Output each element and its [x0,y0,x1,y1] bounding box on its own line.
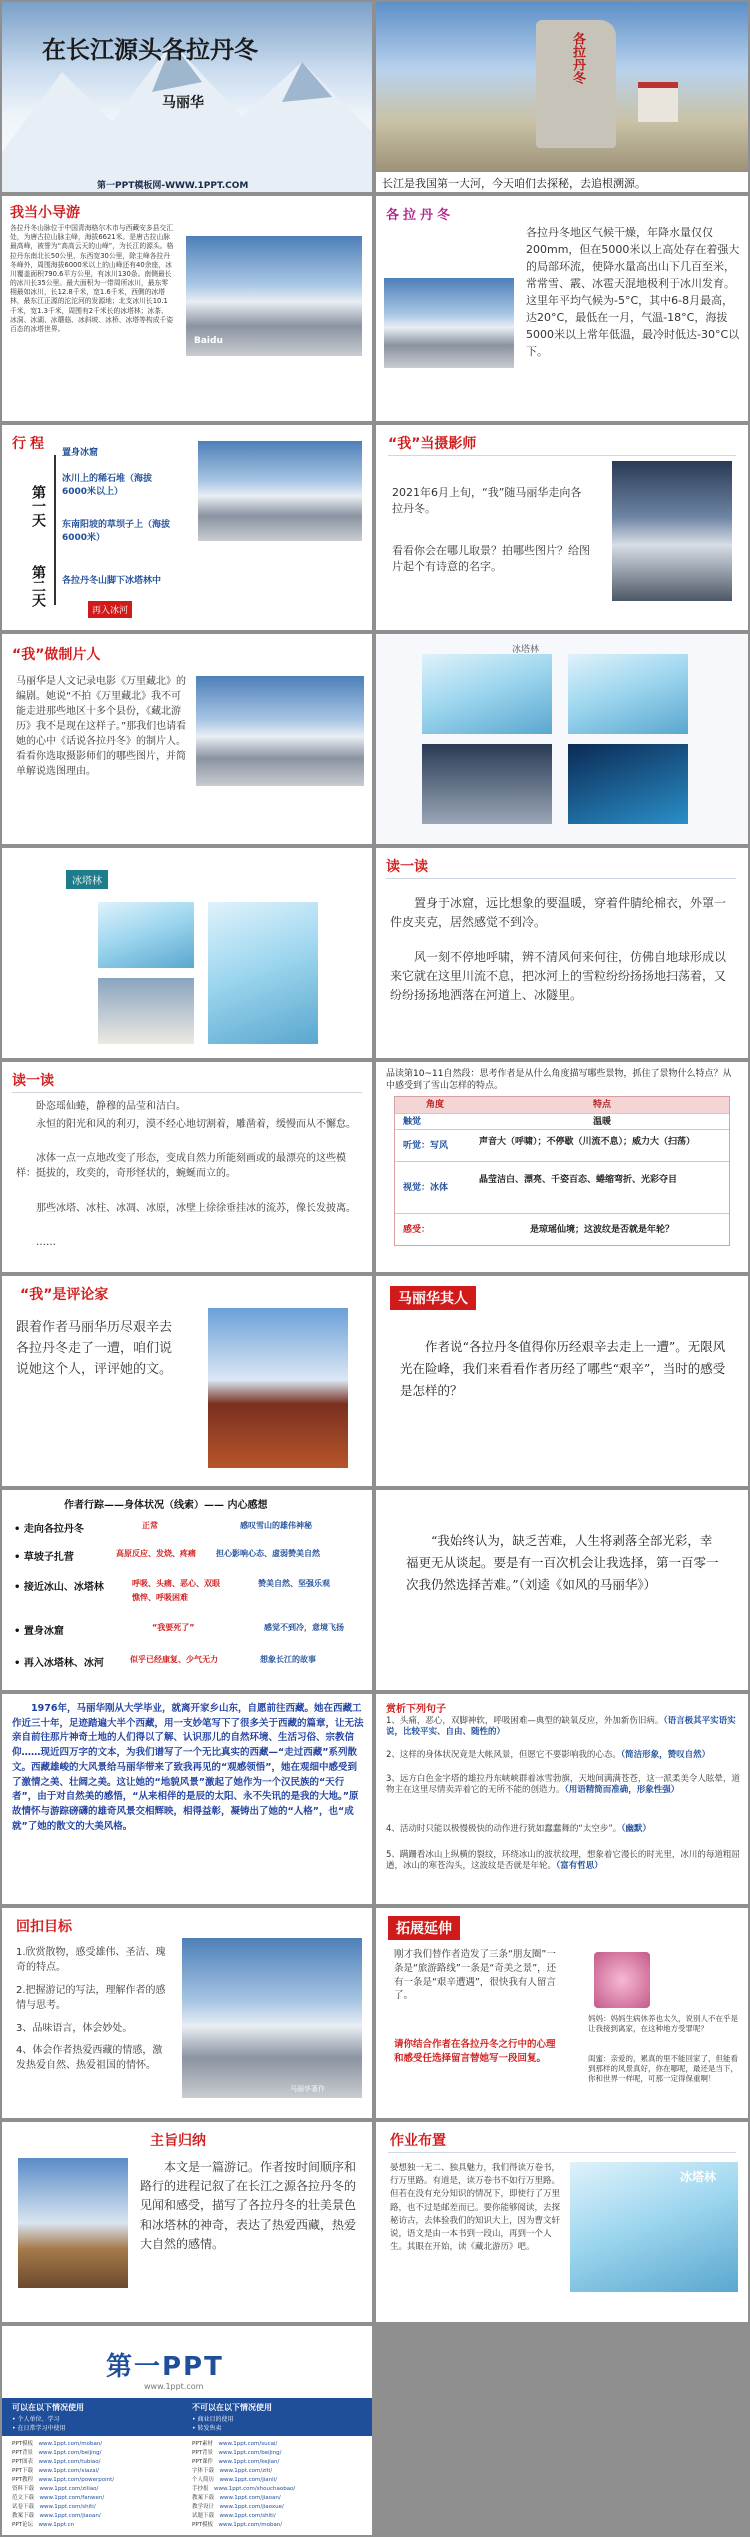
ad-right-item-1: • 商业目的使用 [192,2416,234,2423]
person-body: 作者说“各拉丹冬值得你历经艰辛去走上一遭”。无限风光在险峰，我们来看看作者历经了哪些“艰辛”，当时的感受是怎样的？ [400,1339,726,1398]
app-l5: 5、蹒跚看冰山上纵横的裂纹，环绕冰山的波状纹理，想象着它漫长的时光里，冰川的每道粗屈遒，冰山的寒苍沟头，这波纹是否就是年轮。（富有哲思） [386,1850,740,1872]
app-l3: 3、远方白色金字塔的雄拉丹东峡峡群着冰雪勃旗，天地间满满苍苍，这一派柔美令人眩晕，道物主在这里尽情卖弄着它的无所不能的创造力。（用语精简而准确，形象性强） [386,1774,740,1796]
hw-body: 晏想独一无二、独具魅力，我们得读万卷书，行万里路。有道是，读万卷书不如行万里路。但若在没有充分知识的情况下，即使行了万里路，也不过是邮差而已。要你能够阅读，去探秘访古，去体验我们的知识大上，因为曹文轩说，语文是由一本书到一段山，再到一个人生。其眼在开始，读《藏北游历》吧。 [390,2163,561,2253]
gld-body: 各拉丹冬地区气候干燥，年降水量仅仅200mm，但在5000米以上高处存在着强大的局部环流，使降水量高出山下几百至米，常常雪、霰、冰雹天混地极利于冰川发育。这里年平均气候为-5°C，其中6-8月最高，达20°C，最低在一月，气温-18°C，海拔 5000米以上常年低温，最冷时低达-30°C以下。 [526,226,740,359]
slide-itinerary[interactable] [2,425,372,630]
slide-homework[interactable] [376,2122,748,2322]
track-r2b: 高原反应、发烧、疼痛 [116,1549,196,1558]
slide-icegallery[interactable] [376,634,748,844]
slide-ad[interactable] [2,2326,372,2535]
itin-day2: 第二天 [30,565,46,607]
list-item[interactable]: 手抄报 www.1ppt.com/shouchaobao/ [192,2486,296,2492]
slide-goals[interactable] [2,1908,372,2118]
itin-item-2: 冰川上的稀石堆（海拔6000米以上） [62,474,153,497]
ext-title: 拓展延伸 [388,1916,460,1940]
critic-photo [208,1308,348,1468]
slide-read1[interactable] [376,848,748,1058]
list-item[interactable]: 教学设计 www.1ppt.com/jiaoxue/ [192,2504,284,2510]
itin-title: 行程 [12,436,48,452]
ad-links-left [12,2440,182,2530]
goal-1: 1.欣赏散物，感受雄伟、圣洁、瑰奇的特点。 [16,1947,166,1973]
ext-photo [594,1952,650,2008]
slide-icetower[interactable] [2,848,372,1058]
list-item[interactable]: PPT教程 www.1ppt.com/powerpoint/ [12,2477,115,2483]
track-r2c: 担心影响心态、虚弱赞美自然 [216,1549,320,1558]
prod-title: “我”做制片人 [12,647,101,663]
ad-band [2,2398,372,2436]
slide-bio[interactable] [2,1694,372,1904]
goals-photo [182,1938,362,2098]
list-item[interactable]: PPT模板 www.1ppt.com/moban/ [192,2522,283,2528]
read2-p2: 永恒的阳光和风的利刃，漠不经心地切割着，雕凿着，缓慢而从不懈怠。 [36,1119,356,1130]
slide-extend[interactable] [376,1908,748,2118]
app-l1: 1、头痛，恶心，双脚神软，呼吸困难—典型的缺氧反应，外加新伤旧病。（语言极其平实语实说，比较平实、自由、随性的） [386,1716,736,1738]
slide-appreciate[interactable] [376,1694,748,1904]
list-item[interactable]: 试题下载 www.1ppt.com/shiti/ [192,2513,276,2519]
slide-geladandong[interactable] [376,196,748,421]
cover-author: 马丽华 [162,95,204,111]
list-item[interactable]: 试卷下载 www.1ppt.com/shiti/ [12,2504,96,2510]
analysis-table [394,1096,730,1246]
track-r3b: 呼吸、头痛、恶心、双眼 [132,1579,220,1588]
ice-photo-2 [568,654,688,734]
track-r5b: 似乎已经康复、少气无力 [130,1655,218,1664]
guide-body: 各拉丹冬山脉位于中国青海格尔木市与西藏安多县交汇处，为唐古拉山脉主峰，海拔6621米。是唐古拉山脉最高峰，被誉为“高高云天的山峰”，为长江的源头。格拉丹东南北长50公里，东西宽30公里，除主峰各拉丹冬峰外，周围海拔6000米以上的山峰还有40余座，冰川覆盖面积790.6平方公里，有冰川130条。南侧最长的冰川长35公里。最大面积为一带周所冰川，最东零栩最如冰川，长12.8千米，宽1.6千米，西侧的冰塔林，最东江正源的沱沱河的发源地；北支冰川长10.1千米，宽1.3千米，周围有2千米长的冰塔林；冰茶、冰洞、冰湖、冰蘑菇、冰斜坡、冰桥、冰塔等构成千姿百态的冰塔世界。 [10,224,174,333]
goals-title: 回扣目标 [16,1919,72,1935]
slide-stone[interactable] [376,2,748,192]
list-item[interactable]: PPT论坛 www.1ppt.cn [12,2522,75,2528]
goal-2: 2.把握游记的写法，理解作者的感情与思考。 [16,1985,166,2011]
prod-body: 马丽华是人文记录电影《万里藏北》的编剧。她说“不拍《万里藏北》我不可能走进那些地区十多个县份，《藏北游历》我不是现在这样子。”那我们也请看她的心中《话说各拉丹冬》的制片人。看看你选取摄影师们的哪些图片，并简单解说选图理由。 [16,676,187,777]
itin-day1: 第一天 [30,485,46,527]
list-item[interactable]: 教案下载 www.1ppt.com/jiaoan/ [12,2513,101,2519]
icetower-photo-2 [98,978,194,1044]
slide-person[interactable] [376,1276,748,1486]
slide-track[interactable] [2,1490,372,1690]
read2-p3: 冰体一点一点地改变了形态，变成自然力所能刻画或的最漂亮的这些模样：挺拔的，玫奕的，奇形怪状的，蜿蜒而立的。 [16,1153,346,1179]
goals-photo-tag: 马丽华著作 [290,2085,325,2093]
table-h2: 特点 [592,1100,611,1110]
read1-title: 读一读 [386,859,428,875]
theme-photo [18,2158,128,2288]
track-r3: • 接近冰山、冰塔林 [14,1582,104,1593]
gld-title: 各拉丹冬 [386,208,455,223]
read2-p4: 那些冰塔、冰柱、冰凋、冰原，冰壁上徐徐垂挂冰的流苏，像长发披离。 [36,1203,356,1214]
track-r3d: 憔悴、呼吸困难 [132,1593,188,1602]
read1-p1: 置身于冰窟，远比想象的要温暖，穿着件腈纶棉衣，外罩一件皮夹克，居然感觉不到冷。 [390,896,727,930]
app-title: 赏析下列句子 [386,1704,446,1715]
icetower-tag: 冰塔林 [66,870,108,889]
itin-photo [198,441,362,541]
list-item[interactable]: PPT图表 www.1ppt.com/tubiao/ [12,2459,101,2465]
list-item[interactable]: PPT模板 www.1ppt.com/moban/ [12,2441,103,2447]
stone-house [638,82,678,122]
theme-title: 主旨归纳 [150,2133,206,2149]
read2-p5: …… [36,1237,56,1248]
itin-item-1: 置身冰窟 [62,448,99,458]
list-item[interactable]: 个人简历 www.1ppt.com/jianli/ [192,2477,278,2483]
track-r4b: “我要死了” [152,1623,195,1632]
slide-quote[interactable] [376,1490,748,1690]
goal-3: 3、品味语言，体会妙处。 [16,2023,133,2034]
ice-photo-1 [422,654,552,734]
ad-links-right [192,2440,362,2530]
hw-title: 作业布置 [390,2133,446,2149]
ice-photo-4 [568,744,688,824]
photo-b1: 2021年6月上旬，“我”随马丽华走向各拉丹冬。 [392,486,582,515]
ad-right-item-2: • 转发售卖 [192,2425,222,2432]
table-h1: 角度 [425,1100,444,1110]
cover-site: 第一PPT模板网-WWW.1PPT.COM [97,181,249,191]
slide-critic[interactable] [2,1276,372,1486]
list-item[interactable]: PPT下载 www.1ppt.com/xiazai/ [12,2468,100,2474]
ext-b2: 请你结合作者在各拉丹冬之行中的心理和感受任选择留言替她写一段回复。 [394,2039,556,2064]
app-l4: 4、活动时只能以极慢极快的动作进行犹如蠢蠢舞的“太空步”。（幽默） [386,1824,651,1834]
track-r5c: 想象长江的故事 [260,1655,316,1664]
icetower-photo-1 [98,902,194,968]
slide-photographer[interactable] [376,425,748,630]
ad-left-item-1: • 个人单位、学习 [12,2416,60,2423]
analysis-question: 品读第10~11自然段：思考作者是从什么角度描写哪些景物，抓住了景物什么特点？从中感受到了雪山怎样的特点。 [386,1069,732,1092]
ice-tag: 冰塔林 [512,645,540,655]
ext-c1: 妈妈：妈妈生病休养也太久，说别人不在乎是让我接到离家，在这种地方受罪呢？ [588,2014,738,2034]
photo-image [612,461,732,601]
ad-right-title: 不可以在以下情况使用 [192,2403,272,2412]
table-row: 视觉：冰体 晶莹洁白、漂亮、千姿百态、蜷缩弯折、光彩夺目 [395,1161,729,1213]
ad-left-item-2: • 在日常学习中使用 [12,2425,66,2432]
table-row: 感受： 是琼瑶仙境；这波纹是否就是年轮？ [395,1213,729,1243]
list-item[interactable]: PPT素材 www.1ppt.com/sucai/ [192,2441,278,2447]
list-item[interactable]: 字体下载 www.1ppt.com/ziti/ [192,2468,273,2474]
track-r1: • 走向各拉丹冬 [14,1524,84,1535]
ad-left-title: 可以在以下情况使用 [12,2403,84,2412]
read2-title: 读一读 [12,1073,54,1089]
list-item[interactable]: PPT课件 www.1ppt.com/kejian/ [192,2459,280,2465]
ice-photo-3 [422,744,552,824]
slide-theme[interactable] [2,2122,372,2322]
app-l2: 2、这样的身体状况竟是大帐风景，但愿它不要影响我的心态。（简洁形象，赞叹自然） [386,1750,711,1760]
list-item[interactable]: PPT背景 www.1ppt.com/beijing/ [12,2450,102,2456]
theme-body: 本文是一篇游记。作者按时间顺序和路行的进程记叙了在长江之源各拉丹冬的见闻和感受，描写了各拉丹冬的壮美景色和冰塔林的神奇，表达了热爱西藏，热爱大自然的感情。 [140,2160,357,2251]
cover-title: 在长江源头各拉丹冬 [42,36,258,64]
track-r4: • 置身冰窟 [14,1626,64,1637]
table-row: 触觉 温暖 [395,1113,729,1129]
goal-4: 4、体会作者热爱西藏的情感，激发热爱自然、热爱祖国的情怀。 [16,2045,163,2071]
itin-item-4: 各拉丹冬山脚下冰塔林中 [62,576,162,586]
track-r5: • 再入冰塔林、冰河 [14,1658,104,1669]
stone-text: 各拉丹冬 [570,32,585,84]
list-item[interactable]: 教案下载 www.1ppt.com/jiaoan/ [192,2495,281,2501]
critic-body: 跟着作者马丽华历尽艰辛去各拉丹冬走了一遭，咱们说说她这个人，评评她的文。 [16,1320,173,1377]
guide-title: 我当小导游 [10,205,80,221]
photo-b2: 看看你会在哪儿取景？拍哪些图片？给图片起个有诗意的名字。 [392,544,590,573]
track-r2: • 草坡子扎营 [14,1552,74,1563]
track-r1b: 正常 [142,1521,158,1530]
ext-b1: 刚才我们替作者造发了三条“朋友圈”一条是“旅游路线”一条是“奇美之景”，还有一条是“艰辛遭遇”，很快我有人留言了。 [394,1949,557,2002]
gld-photo [384,278,514,368]
ad-logo[interactable]: 第一PPT [106,2352,224,2382]
slide-guide[interactable] [2,196,372,421]
bio-body: 1976年，马丽华刚从大学毕业，就离开家乡山东，自愿前往西藏。她在西藏工作近三十年，足迹踏遍大半个西藏，用一支妙笔写下了很多关于西藏的篇章，让无法亲自前往那片神奇土地的人们得以了解、认识那儿的自然环境、生活习俗、宗教信仰……现近四万字的文本，为我们谱写了一个无比真实的西藏—“走过西藏”系列散文。西藏雄峻的大风景给马丽华带来了致我再见的“观感领悟”，她在观细中感受到了激情之美、壮阔之美。这让她的“地貌风景”激起了她作为一个汉民族的“天行者”，由于对自然美的感悟，“从来相伴的是辰的太阳、永不失讯的是我的大地。”原故情怀与游踪磅礴的雄奇风景交相辉映，相得益彰，凝铸出了她的“人格”，也“成就”了她的散文的大美风格。 [12,1703,364,1832]
list-item[interactable]: PPT背景 www.1ppt.com/beijing/ [192,2450,282,2456]
list-item[interactable]: 资料下载 www.1ppt.com/ziliao/ [12,2486,99,2492]
slide-analysis-table[interactable] [376,1062,748,1272]
track-header: 作者行踪——身体状况（线索）—— 内心感想 [64,1500,268,1511]
ext-c2: 闺蜜：亲爱的，累真的里不能回家了，但能看到那样的风景真好，你在哪呢，最还是当下，你和世界一样呢，可那一定得保重啊！ [588,2054,738,2084]
icetower-photo-3 [208,902,318,1044]
track-r3c: 赞美自然、坚强乐观 [258,1579,330,1588]
guide-photo-tag: Baidu [194,336,223,346]
person-title: 马丽华其人 [390,1286,476,1310]
stone-caption: 长江是我国第一大河，今天咱们去探秘，去追根溯源。 [382,177,646,190]
slide-cover[interactable] [2,2,372,192]
read1-p2: 风一刻不停地呼啸，辨不清风何来何往，仿佛自地球形成以来它就在这里川流不息，把冰河上的雪粒纷纷扬扬地扫荡着，又纷纷扬扬地洒落在河道上、冰隧里。 [390,950,727,1003]
prod-photo [196,676,364,786]
track-r1c: 感叹雪山的雄伟神秘 [240,1521,312,1530]
read2-p1: 卧恣瑶仙蜷，静穆的品莹和洁白。 [36,1101,186,1112]
quote-text: “我始终认为，缺乏苦难，人生将剥落全部光彩，幸福更无从谈起。要是有一百次机会让我选择，第一百零一次我仍然选择苦难。”（刘逵《如风的马丽华》） [406,1533,719,1592]
hw-tag: 冰塔林 [680,2170,717,2184]
critic-title: “我”是评论家 [20,1287,109,1303]
itin-item-3: 东南阳坡的草坝子上（海拔6000米） [62,520,171,543]
ad-sub: www.1ppt.com [144,2382,204,2391]
table-row: 听觉：写风 声音大（呼啸）；不停歇（川流不息）；威力大（扫荡） [395,1129,729,1161]
list-item[interactable]: 范文下载 www.1ppt.com/fanwen/ [12,2495,105,2501]
itin-item-5: 再入冰河 [88,601,132,618]
slide-producer[interactable] [2,634,372,844]
track-r4c: 感觉不到冷，意境飞扬 [264,1623,344,1632]
slide-read2[interactable] [2,1062,372,1272]
photo-title: “我”当摄影师 [388,436,477,452]
itin-line [54,455,56,605]
